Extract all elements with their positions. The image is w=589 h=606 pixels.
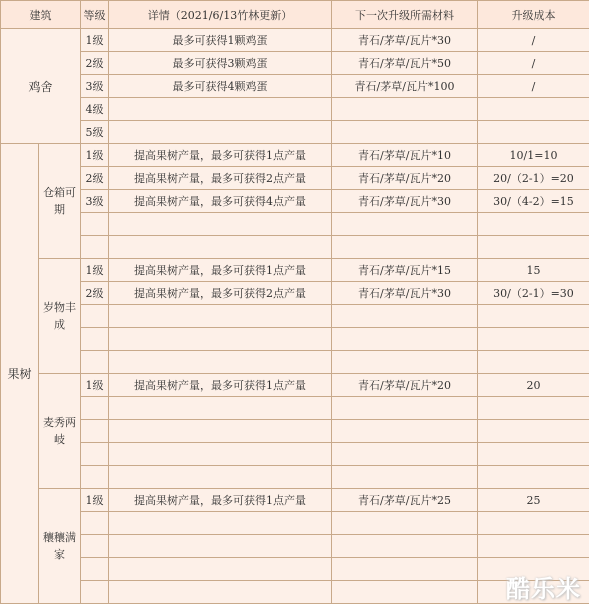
table-row: [1, 144, 589, 167]
table-row: [1, 558, 589, 581]
detail-cell: [109, 98, 332, 121]
table-row: [1, 328, 589, 351]
level-cell: [81, 512, 109, 535]
header-cost: 升级成本: [478, 1, 589, 29]
table-row: [1, 29, 589, 52]
sub-building-name: 穰穰满家: [39, 489, 81, 604]
material-cell: [332, 98, 478, 121]
material-cell: [332, 236, 478, 259]
level-cell: [81, 535, 109, 558]
material-cell: 青石/茅草/瓦片*30: [332, 29, 478, 52]
material-cell: [332, 351, 478, 374]
table-row: [1, 75, 589, 98]
detail-cell: 提高果树产量，最多可获得1点产量: [109, 489, 332, 512]
level-cell: [81, 420, 109, 443]
header-material: 下一次升级所需材料: [332, 1, 478, 29]
table-row: [1, 236, 589, 259]
cost-cell: 30/（2-1）=30: [478, 282, 589, 305]
material-cell: 青石/茅草/瓦片*20: [332, 374, 478, 397]
building-name-coop: 鸡舍: [1, 29, 81, 144]
cost-cell: [478, 420, 589, 443]
level-cell: [81, 213, 109, 236]
cost-cell: [478, 236, 589, 259]
level-cell: [81, 397, 109, 420]
sub-building-name: 麦秀两岐: [39, 374, 81, 489]
sub-building-name: 仓箱可期: [39, 144, 81, 259]
detail-cell: [109, 420, 332, 443]
table-row: [1, 374, 589, 397]
cost-cell: [478, 351, 589, 374]
building-name-fruit-tree: 果树: [1, 144, 39, 604]
material-cell: [332, 121, 478, 144]
cost-cell: /: [478, 29, 589, 52]
detail-cell: [109, 236, 332, 259]
header-level: 等级: [81, 1, 109, 29]
material-cell: [332, 558, 478, 581]
cost-cell: [478, 397, 589, 420]
cost-cell: [478, 443, 589, 466]
cost-cell: [478, 213, 589, 236]
table-row: [1, 397, 589, 420]
detail-cell: [109, 397, 332, 420]
material-cell: [332, 213, 478, 236]
material-cell: [332, 466, 478, 489]
material-cell: [332, 328, 478, 351]
table-row: [1, 512, 589, 535]
cost-cell: [478, 121, 589, 144]
detail-cell: 最多可获得1颗鸡蛋: [109, 29, 332, 52]
table-row: [1, 259, 589, 282]
table-row: [1, 489, 589, 512]
material-cell: [332, 581, 478, 604]
level-cell: 3级: [81, 75, 109, 98]
sub-building-name: 岁物丰成: [39, 259, 81, 374]
header-building: 建筑: [1, 1, 81, 29]
cost-cell: 10/1=10: [478, 144, 589, 167]
table-row: [1, 420, 589, 443]
detail-cell: [109, 305, 332, 328]
cost-cell: [478, 328, 589, 351]
table-row: [1, 351, 589, 374]
detail-cell: 提高果树产量，最多可获得4点产量: [109, 190, 332, 213]
cost-cell: /: [478, 52, 589, 75]
table-row: [1, 466, 589, 489]
cost-cell: [478, 512, 589, 535]
cost-cell: /: [478, 75, 589, 98]
material-cell: 青石/茅草/瓦片*10: [332, 144, 478, 167]
level-cell: 2级: [81, 282, 109, 305]
cost-cell: 20/（2-1）=20: [478, 167, 589, 190]
detail-cell: 提高果树产量，最多可获得1点产量: [109, 259, 332, 282]
table-row: [1, 190, 589, 213]
table-row: [1, 443, 589, 466]
level-cell: [81, 351, 109, 374]
table-row: [1, 98, 589, 121]
level-cell: [81, 305, 109, 328]
material-cell: [332, 305, 478, 328]
detail-cell: [109, 558, 332, 581]
detail-cell: 提高果树产量，最多可获得1点产量: [109, 144, 332, 167]
detail-cell: [109, 535, 332, 558]
material-cell: 青石/茅草/瓦片*100: [332, 75, 478, 98]
detail-cell: [109, 328, 332, 351]
level-cell: 1级: [81, 29, 109, 52]
level-cell: [81, 466, 109, 489]
material-cell: 青石/茅草/瓦片*25: [332, 489, 478, 512]
material-cell: [332, 443, 478, 466]
cost-cell: 15: [478, 259, 589, 282]
cost-cell: [478, 535, 589, 558]
cost-cell: [478, 98, 589, 121]
material-cell: 青石/茅草/瓦片*20: [332, 167, 478, 190]
cost-cell: [478, 305, 589, 328]
material-cell: 青石/茅草/瓦片*30: [332, 282, 478, 305]
material-cell: [332, 535, 478, 558]
table-row: [1, 213, 589, 236]
material-cell: 青石/茅草/瓦片*30: [332, 190, 478, 213]
material-cell: [332, 397, 478, 420]
level-cell: 2级: [81, 52, 109, 75]
level-cell: 4级: [81, 98, 109, 121]
cost-cell: 30/（4-2）=15: [478, 190, 589, 213]
header-row: [1, 1, 589, 29]
table-row: [1, 581, 589, 604]
level-cell: [81, 328, 109, 351]
cost-cell: 20: [478, 374, 589, 397]
detail-cell: [109, 466, 332, 489]
level-cell: 1级: [81, 489, 109, 512]
detail-cell: [109, 121, 332, 144]
level-cell: 1级: [81, 144, 109, 167]
material-cell: [332, 420, 478, 443]
table-row: [1, 121, 589, 144]
detail-cell: 提高果树产量，最多可获得2点产量: [109, 167, 332, 190]
table-row: [1, 52, 589, 75]
level-cell: 2级: [81, 167, 109, 190]
material-cell: [332, 512, 478, 535]
detail-cell: 最多可获得3颗鸡蛋: [109, 52, 332, 75]
detail-cell: [109, 213, 332, 236]
level-cell: [81, 581, 109, 604]
watermark-logo: 酷乐米: [506, 575, 581, 603]
level-cell: [81, 558, 109, 581]
detail-cell: 最多可获得4颗鸡蛋: [109, 75, 332, 98]
cost-cell: 25: [478, 489, 589, 512]
level-cell: 5级: [81, 121, 109, 144]
detail-cell: 提高果树产量，最多可获得2点产量: [109, 282, 332, 305]
detail-cell: 提高果树产量，最多可获得1点产量: [109, 374, 332, 397]
detail-cell: [109, 581, 332, 604]
table-row: [1, 305, 589, 328]
detail-cell: [109, 512, 332, 535]
detail-cell: [109, 351, 332, 374]
material-cell: 青石/茅草/瓦片*15: [332, 259, 478, 282]
table-row: [1, 167, 589, 190]
material-cell: 青石/茅草/瓦片*50: [332, 52, 478, 75]
level-cell: 1级: [81, 374, 109, 397]
level-cell: 3级: [81, 190, 109, 213]
level-cell: [81, 236, 109, 259]
level-cell: [81, 443, 109, 466]
cost-cell: [478, 466, 589, 489]
level-cell: 1级: [81, 259, 109, 282]
table-row: [1, 282, 589, 305]
header-detail: 详情（2021/6/13竹林更新）: [109, 1, 332, 29]
table-row: [1, 535, 589, 558]
detail-cell: [109, 443, 332, 466]
